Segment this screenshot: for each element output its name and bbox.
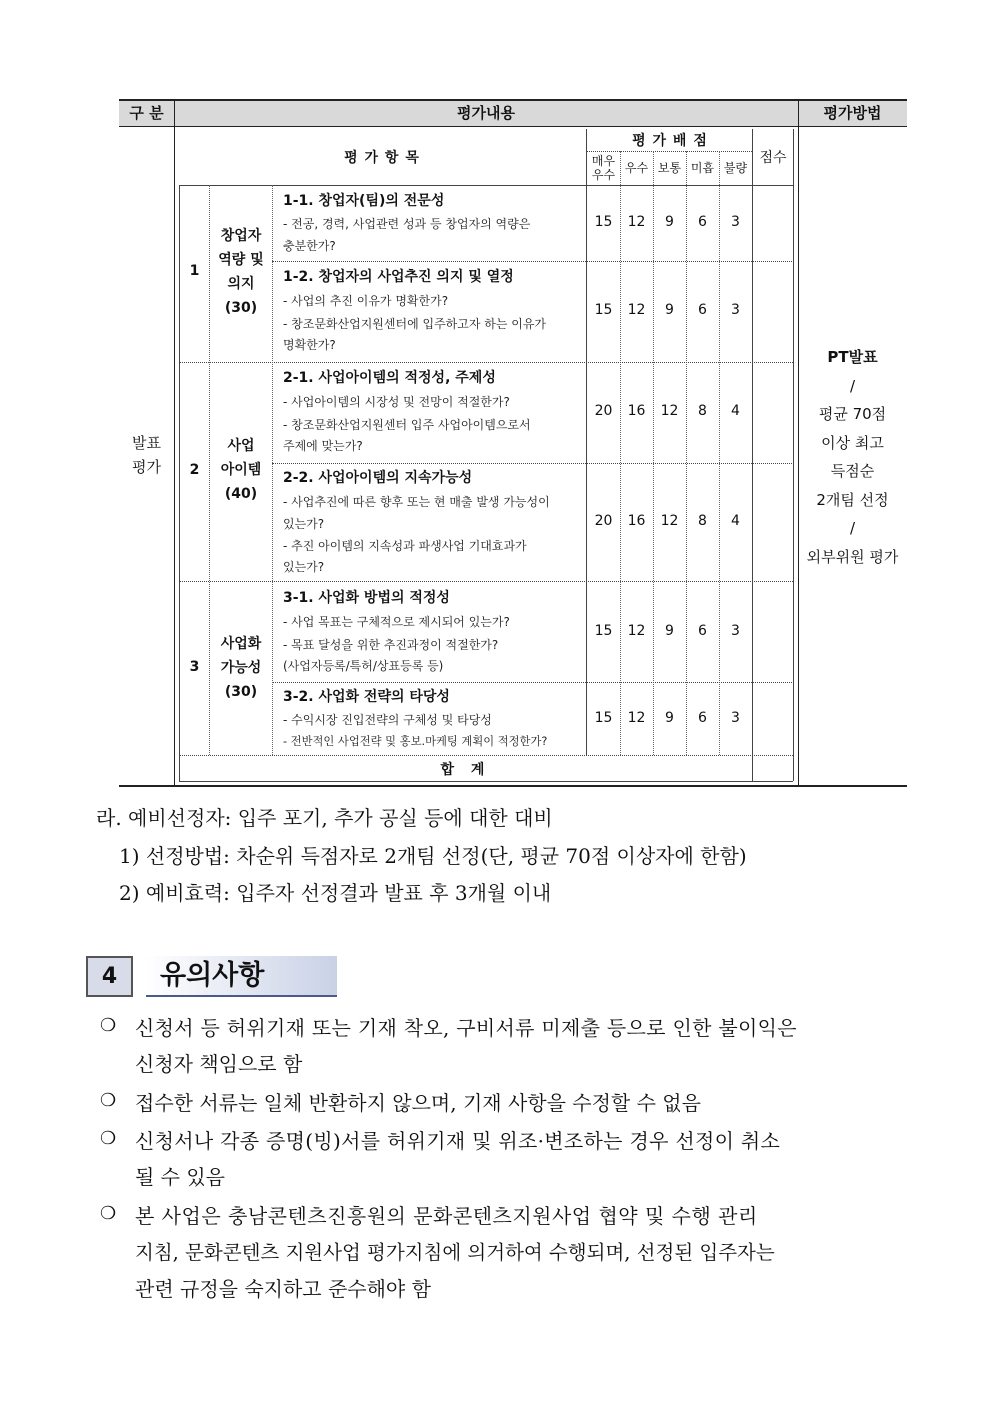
header-category: 구 분: [129, 104, 164, 122]
score-cell: 4: [731, 403, 740, 419]
note-line: 지침, 문화콘텐츠 지원사업 평가지침에 의거하여 수행되며, 선정된 입주자는: [135, 1241, 775, 1264]
divider-category: [174, 99, 175, 785]
note-line: 접수한 서류는 일체 반환하지 않으며, 기재 사항을 수정할 수 없음: [135, 1091, 701, 1115]
group-name-line: 사업: [227, 438, 255, 454]
line-group-right: [272, 185, 273, 755]
item-line: - 창조문화산업지원센터 입주 사업아이템으로서: [283, 418, 531, 432]
group-name-line: 역량 및: [218, 252, 264, 268]
score-cell: 9: [665, 214, 674, 230]
method-line: 2개팀 선정: [816, 490, 889, 509]
group-name-line: 아이템: [220, 462, 262, 478]
item-line: - 사업의 추진 이유가 명확한가?: [283, 294, 449, 308]
score-cell: 6: [698, 710, 707, 726]
score-cell: 20: [594, 513, 613, 529]
line-total-bottom: [179, 781, 793, 782]
level-good: 우수: [624, 161, 649, 175]
item-line: 명확한가?: [283, 338, 336, 352]
line-col-3: [653, 151, 654, 755]
score-cell: 6: [698, 623, 707, 639]
score-cell: 12: [627, 710, 646, 726]
note-line: 될 수 있음: [135, 1165, 225, 1189]
method-line: PT발표: [827, 348, 878, 366]
line-row-1: [272, 261, 792, 262]
score-cell: 3: [731, 214, 740, 230]
note-line: 본 사업은 충남콘텐츠진흥원의 문화콘텐츠지원사업 협약 및 수행 관리: [135, 1204, 758, 1228]
item-line: - 창조문화산업지원센터에 입주하고자 하는 이유가: [283, 317, 547, 331]
score-cell: 8: [698, 403, 707, 419]
score-cell: 16: [627, 513, 646, 529]
note-line: 신청서나 각종 증명(빙)서를 허위기재 및 위조·변조하는 경우 선정이 취소: [135, 1129, 781, 1153]
section-number: 4: [86, 956, 133, 997]
item-line: 충분한가?: [283, 239, 336, 253]
item-line: 있는가?: [283, 517, 325, 531]
level-very-good: 매우 우수: [591, 154, 616, 182]
circle-bullet-icon: ❍: [100, 1128, 117, 1149]
group-name-line: 의지: [227, 276, 255, 292]
level-average: 보통: [657, 161, 682, 175]
method-line: /: [849, 519, 856, 537]
score-cell: 3: [731, 710, 740, 726]
group-name-line: 사업화: [220, 636, 262, 652]
line-inner-right: [793, 129, 794, 781]
item-title: 3-2. 사업화 전략의 타당성: [283, 689, 450, 705]
method-line: 평균 70점: [818, 405, 887, 423]
category-label: 발표 평가: [132, 434, 161, 476]
item-line: - 사업추진에 따른 향후 또는 현 매출 발생 가능성이: [283, 495, 550, 509]
note-line: 신청서 등 허위기재 또는 기재 착오, 구비서류 미제출 등으로 인한 불이익은: [135, 1016, 797, 1040]
level-bad: 불량: [723, 161, 748, 175]
item-title: 1-2. 창업자의 사업추진 의지 및 열정: [283, 269, 514, 285]
line-col-2: [620, 151, 621, 755]
subheader-items: 평 가 항 목: [344, 150, 420, 166]
group-name: [210, 434, 272, 506]
item-line: - 목표 달성을 위한 추진과정이 적절한가?: [283, 638, 499, 652]
method-line: /: [849, 376, 856, 395]
score-cell: 15: [594, 214, 613, 230]
score-cell: 12: [627, 214, 646, 230]
group-name: [210, 224, 272, 320]
total-label: 합 계: [440, 761, 491, 778]
score-cell: 12: [660, 513, 679, 529]
item-title: 3-1. 사업화 방법의 적정성: [283, 590, 450, 606]
note-line: 신청자 책임으로 함: [135, 1052, 303, 1076]
reserve-line: 2) 예비효력: 입주자 선정결과 발표 후 3개월 이내: [119, 881, 552, 905]
group-name-line: 창업자: [220, 228, 262, 244]
method-line: 외부위원 평가: [806, 547, 899, 566]
item-title: 1-1. 창업자(팀)의 전문성: [283, 193, 445, 209]
score-cell: 6: [698, 302, 707, 318]
circle-bullet-icon: ❍: [100, 1203, 117, 1224]
item-line: - 추진 아이템의 지속성과 파생사업 기대효과가: [283, 539, 527, 553]
score-cell: 12: [660, 403, 679, 419]
section-title: 유의사항: [160, 960, 265, 991]
reserve-line: 1) 선정방법: 차순위 득점자로 2개팀 선정(단, 평균 70점 이상자에 한함): [119, 844, 747, 868]
score-cell: 20: [594, 403, 613, 419]
group-name-line: (30): [224, 300, 258, 316]
reserve-heading: 라. 예비선정자: 입주 포기, 추가 공실 등에 대한 대비: [96, 806, 553, 830]
line-score-col: [752, 129, 753, 781]
group-number: 3: [189, 659, 200, 675]
score-cell: 4: [731, 513, 740, 529]
method-line: 득점순: [830, 462, 875, 480]
group-number: 1: [189, 263, 200, 279]
score-cell: 12: [627, 623, 646, 639]
score-cell: 12: [627, 302, 646, 318]
score-cell: 9: [665, 302, 674, 318]
score-cell: 16: [627, 403, 646, 419]
item-title: 2-1. 사업아이템의 적정성, 주제성: [283, 370, 496, 386]
note-line: 관련 규정을 숙지하고 준수해야 함: [135, 1277, 431, 1301]
score-cell: 3: [731, 623, 740, 639]
header-bottom-border: [119, 126, 907, 127]
item-line: - 사업 목표는 구체적으로 제시되어 있는가?: [283, 615, 510, 629]
item-line: - 수익시장 진입전략의 구체성 및 타당성: [283, 713, 492, 727]
score-cell: 8: [698, 513, 707, 529]
score-cell: 15: [594, 302, 613, 318]
table-bottom-border: [119, 785, 907, 787]
circle-bullet-icon: ❍: [100, 1015, 117, 1036]
method-line: 이상 최고: [821, 433, 884, 452]
item-line: - 사업아이템의 시장성 및 전망이 적절한가?: [283, 395, 510, 409]
subheader-score: 점수: [759, 150, 787, 166]
header-content: 평가내용: [457, 104, 515, 122]
line-row-5: [272, 682, 792, 683]
line-col-4: [686, 151, 687, 755]
group-name-line: (40): [224, 486, 258, 502]
level-poor: 미흡: [690, 161, 715, 175]
group-number: 2: [189, 462, 200, 478]
method-text: [798, 343, 907, 571]
score-cell: 9: [665, 710, 674, 726]
item-title: 2-2. 사업아이템의 지속가능성: [283, 470, 473, 486]
line-allocation-split: [587, 151, 752, 152]
item-line: (사업자등록/특허/상표등록 등): [283, 659, 444, 673]
group-name: [210, 632, 272, 704]
item-line: 주제에 맞는가?: [283, 439, 363, 453]
circle-bullet-icon: ❍: [100, 1090, 117, 1111]
score-cell: 9: [665, 623, 674, 639]
score-cell: 6: [698, 214, 707, 230]
header-method: 평가방법: [823, 104, 882, 122]
table-top-border: [119, 99, 907, 101]
score-cell: 3: [731, 302, 740, 318]
line-col-5: [719, 151, 720, 755]
subheader-allocation: 평 가 배 점: [632, 133, 708, 149]
line-row-3: [272, 463, 792, 464]
group-name-line: (30): [224, 684, 258, 700]
item-line: 있는가?: [283, 560, 325, 574]
group-name-line: 가능성: [220, 660, 262, 676]
score-cell: 15: [594, 710, 613, 726]
score-cell: 15: [594, 623, 613, 639]
item-line: - 전공, 경력, 사업관련 성과 등 창업자의 역량은: [283, 217, 531, 231]
item-line: - 전반적인 사업전략 및 홍보.마케팅 계획이 적정한가?: [283, 735, 548, 748]
